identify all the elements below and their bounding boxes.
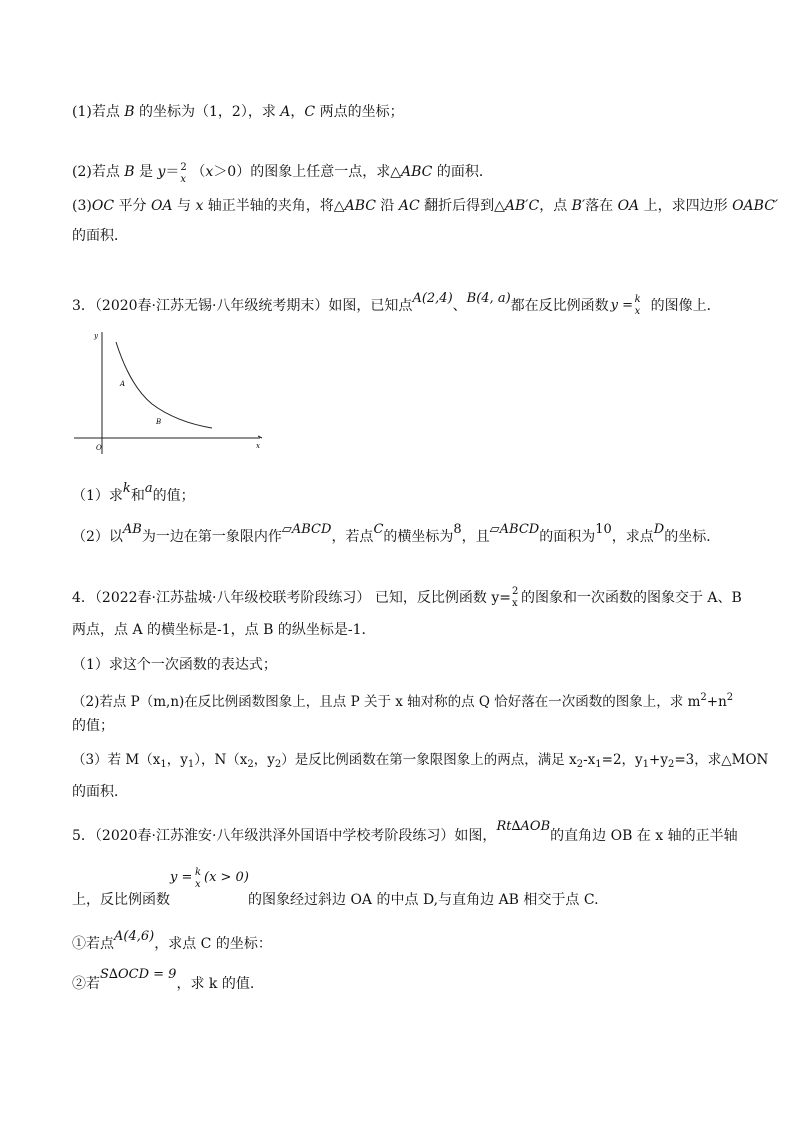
p2-q3-line1 (72, 196, 778, 216)
p3-q1 (72, 481, 195, 507)
text: =2，y (601, 752, 643, 768)
text: ②若 (72, 976, 100, 992)
p3-header (72, 291, 721, 317)
subscript: 2 (576, 759, 584, 770)
text: ，求点 C 的坐标： (154, 936, 272, 952)
var: AC (398, 198, 420, 214)
text: 4．（2022春·江苏盐城·八年级校联考阶段练习） 已知，反比例函数 y= (72, 590, 511, 606)
var: C (373, 522, 384, 537)
point-a: A(2,4) (412, 291, 453, 306)
text: （ (191, 164, 206, 180)
point-b: B(4, a) (466, 291, 511, 306)
var-k: k (122, 481, 131, 496)
subscript: 2 (247, 759, 254, 770)
origin-label: O (96, 444, 102, 452)
var-c: C (304, 104, 316, 120)
frac-num: 2 (511, 586, 519, 597)
var: OA (617, 198, 640, 214)
text: (2)若点 (72, 164, 125, 180)
text: 的坐标为（1，2），求 (134, 104, 281, 120)
parallelogram: ▱ABCD (489, 522, 540, 537)
text: 是 (134, 164, 158, 180)
subscript: 2 (668, 759, 675, 770)
frac-den: x (634, 306, 641, 317)
text: ，求 k 的值. (176, 976, 255, 992)
text: （2)若点 P（m,n)在反比例函数图象上，且点 P 关于 x 轴对称的点 Q 恰好落在一次函数的图象上，求 m (72, 694, 701, 710)
superscript: 2 (726, 692, 734, 703)
text: ， (290, 104, 305, 120)
frac-num: 2 (180, 162, 187, 173)
text: 两点的坐标； (315, 104, 404, 120)
var: AB′C (504, 198, 540, 214)
text: 沿 (375, 198, 399, 214)
text: （2）以 (72, 529, 123, 545)
text: ，y (166, 752, 188, 768)
text: (3) (72, 198, 92, 214)
text: -x (583, 752, 596, 768)
text: ，若点 (331, 529, 374, 545)
text: 的图像上． (650, 298, 721, 314)
text: ①若点 (72, 936, 114, 952)
inverse-function (170, 867, 249, 904)
inverse-function-graph (72, 326, 268, 458)
text: 的图象经过斜边 OA 的中点 D,与直角边 AB 相交于点 C. (248, 892, 599, 908)
point-a: A(4,6) (114, 929, 155, 944)
frac-num: k (634, 294, 641, 305)
text: （1）求 (72, 488, 123, 504)
text: 的横坐标为 (383, 529, 454, 545)
p4-line2: 两点，点 A 的横坐标是-1，点 B 的纵坐标是-1． (72, 622, 376, 638)
var: D (653, 522, 665, 537)
text: 都在反比例函数 (510, 298, 609, 314)
frac-den: x (180, 174, 187, 185)
func-y: y = (170, 870, 193, 885)
p4-q3-line1 (72, 750, 768, 775)
p3-q2 (72, 522, 721, 548)
p5-q1 (72, 929, 272, 955)
frac-den: x (511, 598, 518, 609)
subscript: 2 (274, 759, 282, 770)
text: ），N（x (194, 752, 248, 768)
subscript: 1 (642, 759, 650, 770)
hyperbola-curve (116, 342, 212, 428)
label-a: A (120, 380, 126, 388)
text: 3．（2020春·江苏无锡·八年级统考期末）如图，已知点 (72, 298, 413, 314)
p2-q2-line (72, 162, 493, 185)
p2-q3-line2: 的面积． (72, 228, 128, 244)
text: ，求点 (611, 529, 654, 545)
var: ABC (344, 198, 376, 214)
text: 的值； (152, 488, 195, 504)
text: 上，反比例函数 (72, 892, 170, 908)
var-b: B (124, 164, 135, 180)
p2-q1-line (72, 102, 404, 122)
text: ，点 (539, 198, 572, 214)
area-expression: S∆OCD = 9 (100, 967, 177, 982)
var-a: a (144, 481, 153, 496)
var-x: x (205, 164, 214, 180)
x-label: x (256, 442, 260, 450)
text: 的面积． (432, 164, 493, 180)
text: +n (706, 694, 727, 710)
p5-line1 (72, 819, 738, 847)
parallelogram: ▱ABCD (281, 522, 332, 537)
text: 的面积为 (539, 529, 596, 545)
frac-num: k (195, 867, 202, 878)
p4-line1 (72, 588, 742, 608)
var-b: B (124, 104, 135, 120)
text: (1)若点 (72, 104, 125, 120)
number: 10 (595, 522, 612, 537)
p4-q2-line2: 的值； (72, 718, 114, 734)
subscript: 1 (595, 759, 602, 770)
text: 5．（2020春·江苏淮安·八年级洪泽外国语中学校考阶段练习）如图， (72, 828, 497, 844)
var: B′ (571, 198, 586, 214)
p5-q2 (72, 967, 255, 995)
text: 的图象和一次函数的图象交于 A、B (520, 590, 742, 606)
text: 、 (452, 298, 467, 314)
right-triangle: Rt∆AOB (496, 819, 551, 834)
text: 轴正半轴的夹角，将△ (203, 198, 345, 214)
superscript: 2 (700, 692, 707, 703)
text: ，y (253, 752, 275, 768)
text: ，且 (461, 529, 490, 545)
p4-q3-line2: 的面积． (72, 784, 128, 800)
var: OA (150, 198, 173, 214)
text: （3）若 M（x (72, 752, 161, 768)
var: AB (122, 522, 142, 537)
text: 上，求四边形 (639, 198, 733, 214)
y-label: y (94, 332, 98, 340)
text: 为一边在第一象限内作 (141, 529, 282, 545)
text: =3，求△MON (674, 752, 769, 768)
p5-line2 (72, 867, 599, 910)
var: OC (91, 198, 115, 214)
text: 的坐标． (664, 529, 721, 545)
condition: (x > 0) (204, 870, 249, 885)
number: 8 (453, 522, 462, 537)
text: 落在 (585, 198, 618, 214)
text: 和 (130, 488, 145, 504)
text: ＞0）的图象上任意一点，求△ (213, 164, 401, 180)
frac-den: x (195, 879, 201, 890)
text: 平分 (114, 198, 151, 214)
subscript: 1 (187, 759, 195, 770)
text: 与 (172, 198, 196, 214)
subscript: 1 (160, 759, 167, 770)
p4-q2-line1 (72, 688, 733, 712)
var: OABC′ (732, 198, 779, 214)
var: x (195, 198, 204, 214)
func-y: y = (610, 298, 634, 313)
var-y: y (157, 164, 166, 180)
text: +y (649, 752, 668, 768)
p4-q1: （1）求这个一次函数的表达式； (72, 657, 277, 673)
triangle-name: ABC (401, 164, 433, 180)
label-b: B (156, 418, 162, 426)
text: ＝ (165, 164, 180, 180)
text: ）是反比例函数在第一象限图象上的两点，满足 x (281, 752, 577, 768)
text: 翻折后得到△ (419, 198, 505, 214)
text: 的直角边 OB 在 x 轴的正半轴 (550, 828, 738, 844)
var-a: A (280, 104, 291, 120)
